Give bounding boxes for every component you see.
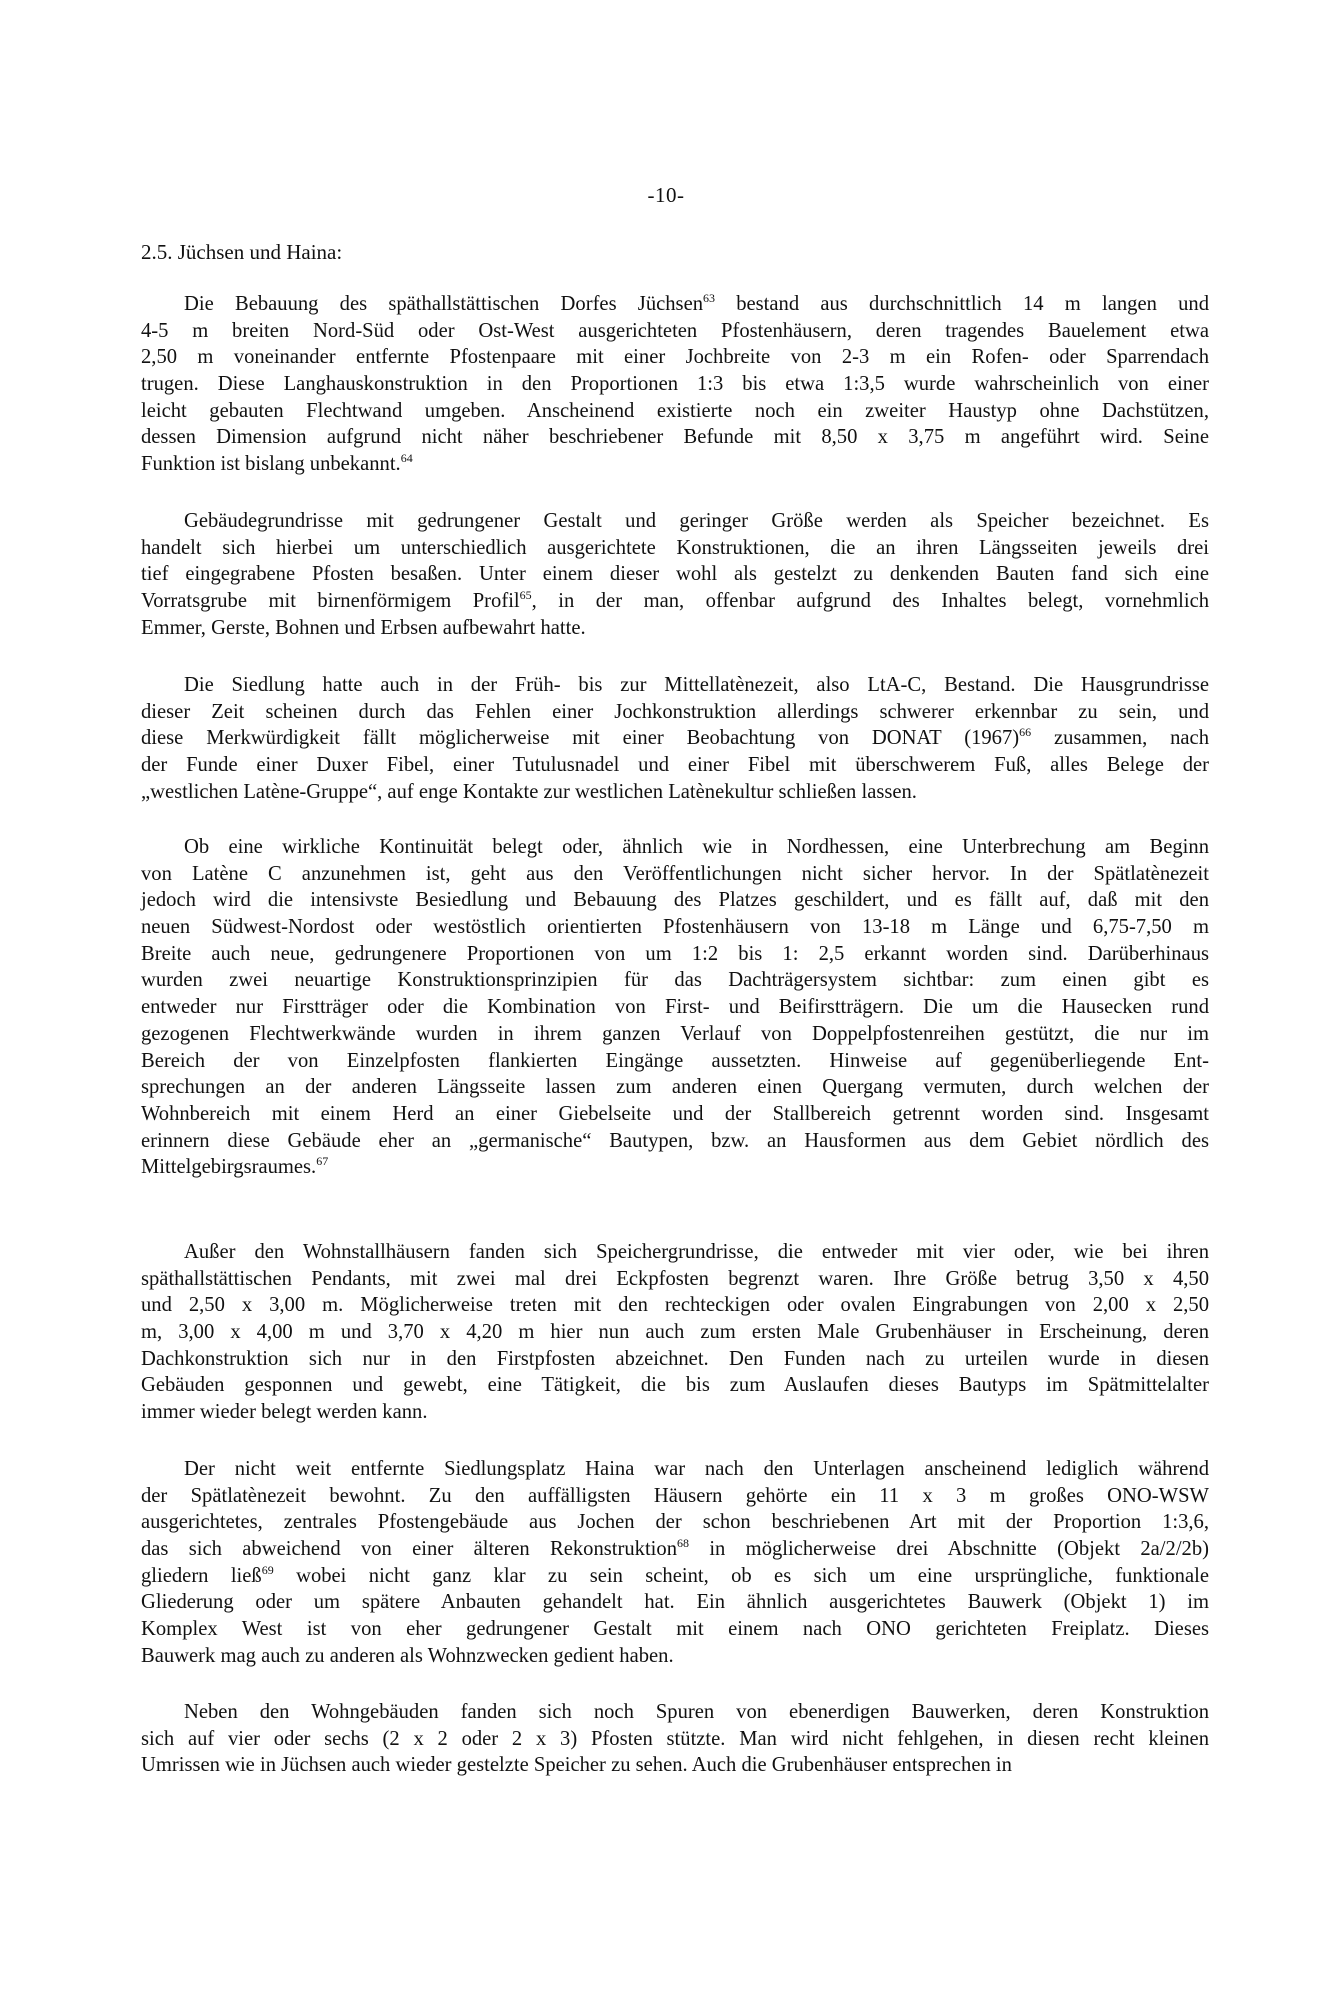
line-text: 2,50 m voneinander entfernte Pfostenpaare mit einer Jochbreite von 2-3 m ein Rofen- oder Sparrendach <box>141 346 1209 369</box>
line-text: tief eingegrabene Pfosten besaßen. Unter einem dieser wohl als gestelzt zu denkenden Bauten fand sich eine <box>141 563 1209 586</box>
line-text: der Funde einer Duxer Fibel, einer Tutulusnadel und einer Fibel mit überschwerem Fuß, alles Belege der <box>141 754 1209 777</box>
text-line <box>141 1456 1209 1483</box>
line-text: erinnern diese Gebäude eher an „germanische“ Bautypen, bzw. an Hausformen aus dem Gebiet nördlich des <box>141 1129 1209 1152</box>
text-line <box>141 615 1209 642</box>
text-line <box>141 535 1209 562</box>
paragraph-5 <box>141 1239 1209 1426</box>
text-line <box>141 1399 1209 1426</box>
line-text: entweder nur Firstträger oder die Kombination von First- und Beifirstträgern. Die um die Hausecken rund <box>141 996 1209 1019</box>
text-line <box>141 1154 1209 1181</box>
footnote-marker: 64 <box>400 451 413 466</box>
line-text: Gebäuden gesponnen und gewebt, eine Tätigkeit, die bis zum Auslaufen dieses Bautyps im Spätmittelalter <box>141 1374 1209 1397</box>
line-text: Bereich der von Einzelpfosten flankierten Eingänge aussetzten. Hinweise auf gegenüberliegende Ent- <box>141 1049 1209 1072</box>
line-text: jedoch wird die intensivste Besiedlung und Bebauung des Platzes geschildert, und es fällt auf, daß mit den <box>141 889 1209 912</box>
text-line <box>141 1346 1209 1373</box>
text-line <box>141 1319 1209 1346</box>
line-text: neuen Südwest-Nordost oder westöstlich orientierten Pfostenhäusern von 13-18 m Länge und 6,75-7,50 m <box>141 916 1209 939</box>
line-text: ausgerichtetes, zentrales Pfostengebäude aus Jochen der schon beschriebenen Art mit der Proportion 1:3,6, <box>141 1511 1209 1534</box>
footnote-marker: 63 <box>703 291 716 305</box>
text-line <box>141 941 1209 968</box>
line-text: Der nicht weit entfernte Siedlungsplatz Haina war nach den Unterlagen anscheinend lediglich während <box>184 1458 1209 1480</box>
text-line <box>141 1536 1209 1563</box>
text-line <box>141 1101 1209 1128</box>
line-text-continued: , in der man, offenbar aufgrund des Inhaltes belegt, vornehmlich <box>531 590 1210 613</box>
text-line <box>141 1074 1209 1101</box>
line-text: Gebäudegrundrisse mit gedrungener Gestalt und geringer Größe werden als Speicher bezeichnet. Es <box>184 510 1209 532</box>
text-line <box>141 561 1209 588</box>
text-line <box>141 1048 1209 1075</box>
line-text: 4-5 m breiten Nord-Süd oder Ost-West ausgerichteten Pfostenhäusern, deren tragendes Bauelement etwa <box>141 319 1209 342</box>
line-text: handelt sich hierbei um unterschiedlich ausgerichtete Konstruktionen, die an ihren Längsseiten jeweils drei <box>141 536 1209 559</box>
footnote-marker: 66 <box>1019 725 1032 740</box>
line-text-continued: wobei nicht ganz klar zu sein scheint, ob es sich um eine ursprüngliche, funktionale <box>273 1564 1209 1587</box>
text-line <box>141 1589 1209 1616</box>
line-text: Die Siedlung hatte auch in der Früh- bis zur Mittellatènezeit, also LtA-C, Bestand. Die Hausgrundrisse <box>184 674 1209 696</box>
text-line <box>141 1128 1209 1155</box>
text-line <box>141 834 1209 861</box>
paragraph-1 <box>141 291 1209 478</box>
text-line <box>141 371 1209 398</box>
text-line <box>141 914 1209 941</box>
line-text: Bauwerk mag auch zu anderen als Wohnzwecken gedient haben. <box>141 1644 674 1667</box>
text-line <box>141 752 1209 779</box>
line-text: gezogenen Flechtwerkwände wurden in ihrem ganzen Verlauf von Doppelpfostenreihen gestützt, die nur im <box>141 1022 1209 1045</box>
line-text: Wohnbereich mit einem Herd an einer Giebelseite und der Stallbereich getrennt worden sind. Insgesamt <box>141 1102 1209 1125</box>
text-line <box>141 1726 1209 1753</box>
text-line <box>141 1372 1209 1399</box>
line-text-continued: in möglicherweise drei Abschnitte (Objekt 2a/2/2b) <box>689 1538 1209 1561</box>
paragraph-2 <box>141 508 1209 641</box>
text-line <box>141 1699 1209 1726</box>
text-line <box>141 1752 1209 1779</box>
text-line <box>141 508 1209 535</box>
text-line <box>141 1021 1209 1048</box>
text-line <box>141 344 1209 371</box>
footnote-marker: 67 <box>316 1154 329 1169</box>
line-text: Emmer, Gerste, Bohnen und Erbsen aufbewahrt hatte. <box>141 616 586 639</box>
line-text: sich auf vier oder sechs (2 x 2 oder 2 x 3) Pfosten stützte. Man wird nicht fehlgehen, in diesen recht kleinen <box>141 1727 1209 1750</box>
line-text: sprechungen an der anderen Längsseite lassen zum anderen einen Quergang vermuten, durch welchen der <box>141 1076 1209 1099</box>
line-text: dieser Zeit scheinen durch das Fehlen einer Jochkonstruktion allerdings schwerer erkennbar zu sein, und <box>141 700 1209 723</box>
line-text: und 2,50 x 3,00 m. Möglicherweise treten mit den rechteckigen oder ovalen Eingrabungen von 2,00 x 2,50 <box>141 1294 1209 1317</box>
line-text: Komplex West ist von eher gedrungener Gestalt mit einem nach ONO gerichteten Freiplatz. Dieses <box>141 1618 1209 1641</box>
text-line <box>141 699 1209 726</box>
line-text: das sich abweichend von einer älteren Rekonstruktion <box>141 1538 677 1561</box>
text-line <box>141 861 1209 888</box>
paragraph-3 <box>141 672 1209 805</box>
line-text: m, 3,00 x 4,00 m und 3,70 x 4,20 m hier nun auch zum ersten Male Grubenhäuser in Erscheinung, deren <box>141 1321 1209 1344</box>
line-text: gliedern ließ <box>141 1564 262 1587</box>
text-line <box>141 967 1209 994</box>
line-text: trugen. Diese Langhauskonstruktion in den Proportionen 1:3 bis etwa 1:3,5 wurde wahrscheinlich von einer <box>141 373 1209 396</box>
text-line <box>141 1239 1209 1266</box>
footnote-marker: 69 <box>261 1562 274 1577</box>
text-line <box>141 994 1209 1021</box>
line-text: dessen Dimension aufgrund nicht näher beschriebener Befunde mit 8,50 x 3,75 m angeführt wird. Seine <box>141 426 1209 449</box>
text-line <box>141 1292 1209 1319</box>
text-line <box>141 1509 1209 1536</box>
line-text: Neben den Wohngebäuden fanden sich noch Spuren von ebenerdigen Bauwerken, deren Konstruktion <box>184 1701 1209 1723</box>
footnote-marker: 68 <box>677 1536 689 1551</box>
line-text: Die Bebauung des späthallstättischen Dorfes Jüchsen <box>184 293 704 315</box>
text-line <box>141 424 1209 451</box>
paragraph-4 <box>141 834 1209 1181</box>
text-line <box>141 887 1209 914</box>
text-line <box>141 1563 1209 1590</box>
text-line <box>141 318 1209 345</box>
text-line <box>141 725 1209 752</box>
text-line <box>141 779 1209 806</box>
line-text: Vorratsgrube mit birnenförmigem Profil <box>141 590 520 613</box>
line-text: Breite auch neue, gedrungenere Proportionen von um 1:2 bis 1: 2,5 erkannt worden sind. Darüberhinaus <box>141 942 1209 965</box>
section-heading: 2.5. Jüchsen und Haina: <box>141 240 343 264</box>
text-line <box>141 672 1209 699</box>
line-text: Ob eine wirkliche Kontinuität belegt oder, ähnlich wie in Nordhessen, eine Unterbrechung am Beginn <box>184 836 1209 858</box>
line-text: immer wieder belegt werden kann. <box>141 1401 428 1424</box>
line-text: Umrissen wie in Jüchsen auch wieder gestelzte Speicher zu sehen. Auch die Grubenhäuser entsprechen in <box>141 1754 1012 1777</box>
line-text: diese Merkwürdigkeit fällt möglicherweise mit einer Beobachtung von DONAT (1967) <box>141 727 1020 750</box>
page-number: -10- <box>647 183 685 207</box>
text-line <box>141 1483 1209 1510</box>
line-text: Mittelgebirgsraumes. <box>141 1156 317 1179</box>
line-text: von Latène C anzunehmen ist, geht aus den Veröffentlichungen nicht sicher hervor. In der Spätlatènezeit <box>141 862 1209 885</box>
line-text-continued: bestand aus durchschnittlich 14 m langen und <box>715 293 1209 315</box>
line-text-continued: zusammen, nach <box>1031 727 1209 750</box>
line-text: wurden zwei neuartige Konstruktionsprinzipien für das Dachträgersystem sichtbar: zum einen gibt es <box>141 969 1209 992</box>
text-line <box>141 588 1209 615</box>
line-text: Dachkonstruktion sich nur in den Firstpfosten abzeichnet. Den Funden nach zu urteilen wurde in diesen <box>141 1347 1209 1370</box>
text-line <box>141 1643 1209 1670</box>
text-line <box>141 451 1209 478</box>
line-text: der Spätlatènezeit bewohnt. Zu den auffälligsten Häusern gehörte ein 11 x 3 m großes ONO-WSW <box>141 1484 1209 1507</box>
text-line <box>141 291 1209 318</box>
footnote-marker: 65 <box>519 588 532 603</box>
text-line <box>141 1616 1209 1643</box>
line-text: Funktion ist bislang unbekannt. <box>141 453 401 476</box>
line-text: „westlichen Latène-Gruppe“, auf enge Kontakte zur westlichen Latènekultur schließen lassen. <box>141 780 917 803</box>
paragraph-7 <box>141 1699 1209 1779</box>
line-text: leicht gebauten Flechtwand umgeben. Anscheinend existierte noch ein zweiter Haustyp ohne Dachstützen, <box>141 399 1209 422</box>
line-text: Gliederung oder um spätere Anbauten gehandelt hat. Ein ähnlich ausgerichtetes Bauwerk (Objekt 1) im <box>141 1591 1209 1614</box>
text-line <box>141 1266 1209 1293</box>
text-line <box>141 398 1209 425</box>
line-text: Außer den Wohnstallhäusern fanden sich Speichergrundrisse, die entweder mit vier oder, wie bei ihren <box>184 1241 1209 1263</box>
paragraph-6 <box>141 1456 1209 1670</box>
line-text: späthallstättischen Pendants, mit zwei mal drei Eckpfosten begrenzt waren. Ihre Größe betrug 3,50 x 4,50 <box>141 1267 1209 1290</box>
